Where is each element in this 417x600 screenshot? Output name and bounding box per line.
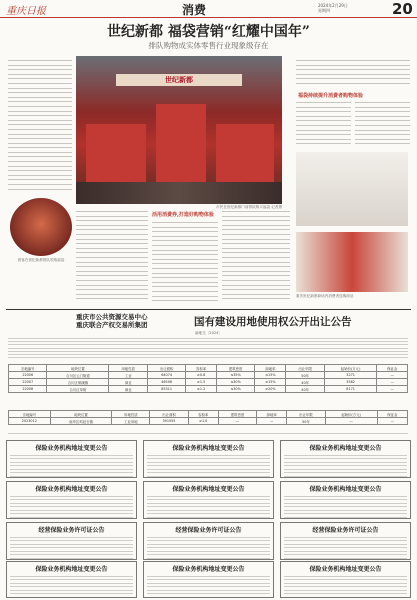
ad-text-line [284, 464, 407, 466]
newspaper-logo: 重庆日报 [6, 6, 46, 17]
ad-text-line [284, 498, 407, 500]
table-cell: 50年 [286, 372, 324, 379]
ad-text-line [10, 543, 133, 545]
right-text-b [355, 100, 410, 150]
ad-text-line [10, 453, 133, 455]
table-cell: 工业用地 [112, 418, 150, 425]
queue-photo [10, 198, 72, 256]
table-cell: 22006 [9, 372, 47, 379]
weekday-line: 星期四 [318, 8, 330, 13]
table-row [9, 379, 408, 386]
section-title: 消费 [182, 3, 207, 17]
ad-text-line [284, 539, 407, 541]
page-number: 20 [392, 0, 413, 18]
ad-text-line [10, 539, 133, 541]
ad-text-line [10, 535, 133, 537]
ad-text-line [284, 453, 407, 455]
table-cell: 3582 [324, 379, 376, 386]
ad-text-line [284, 589, 407, 591]
ad-notice [280, 561, 411, 598]
table-cell: 8171 [324, 386, 376, 393]
ad-text-line [147, 589, 270, 591]
ad-notice [6, 481, 137, 519]
right-text-a [296, 100, 351, 150]
table-cell: ≤35% [216, 372, 254, 379]
table-cell: 南岸区鸡冠石镇 [50, 418, 112, 425]
table-cell: ≤30% [216, 386, 254, 393]
table-header-cell: 用地性质 [112, 411, 150, 418]
ad-text-line [284, 461, 407, 463]
ad-text-line [147, 494, 270, 496]
ad-notice [6, 522, 137, 560]
ad-text-line [10, 509, 133, 511]
ad-text-line [147, 461, 270, 463]
ad-text-line [284, 475, 407, 477]
table-cell: ≥1.5 [186, 379, 217, 386]
ad-text-line [147, 535, 270, 537]
ad-title: 经营保险业务许可证公告 [312, 527, 379, 534]
ad-notice [143, 440, 274, 478]
ad-text-line [284, 516, 407, 518]
land-table-2 [8, 410, 408, 425]
ad-text-line [10, 464, 133, 466]
right-photo-caption: 重庆世纪新都商场内消费者选购商品 [296, 294, 354, 298]
ad-text-line [147, 592, 270, 594]
ad-text-line [147, 505, 270, 507]
table-cell: 40年 [286, 386, 324, 393]
ad-text-line [10, 468, 133, 470]
ad-text-line [10, 505, 133, 507]
ad-title: 保险业务机构地址变更公告 [309, 486, 382, 493]
issuer-line: 重庆联合产权交易所集团 [76, 321, 148, 329]
ad-text-line [284, 596, 407, 598]
land-table [8, 364, 408, 393]
table-header-cell: 建筑密度 [216, 365, 254, 372]
ad-text-line [147, 578, 270, 580]
table-header-row [9, 411, 408, 418]
ad-title: 保险业务机构地址变更公告 [172, 445, 245, 452]
ad-text-line [284, 578, 407, 580]
ad-text-line [147, 546, 270, 548]
table-header-cell: 出让面积 [147, 365, 185, 372]
table-header-cell: 绿地率 [257, 411, 287, 418]
mid-heading: 活用消费券,打造好购物体验 [152, 212, 214, 218]
table-cell: 3271 [324, 372, 376, 379]
ad-text-line [147, 475, 270, 477]
ad-notice [143, 561, 274, 598]
table-cell: ≥1.2 [186, 386, 217, 393]
ad-text-line [10, 550, 133, 552]
table-header-cell: 保证金 [377, 411, 407, 418]
page-header [0, 0, 417, 18]
table-header-cell: 出让年限 [286, 365, 324, 372]
right-top-text [296, 58, 410, 88]
table-cell: 85311 [147, 386, 185, 393]
ad-text-line [284, 592, 407, 594]
table-cell: — [377, 386, 408, 393]
ad-text-line [10, 516, 133, 518]
table-cell: 64074 [147, 372, 185, 379]
table-cell: 工业 [109, 372, 147, 379]
ad-text-line [10, 546, 133, 548]
ad-text-line [147, 550, 270, 552]
store-photo [296, 152, 408, 226]
ad-text-line [147, 471, 270, 473]
ad-title: 保险业务机构地址变更公告 [35, 445, 108, 452]
ad-title: 保险业务机构地址变更公告 [309, 566, 382, 573]
table-header-cell: 起始价(万元) [325, 411, 377, 418]
table-header-row [9, 365, 408, 372]
ad-text-line [10, 502, 133, 504]
table-cell: ≥15% [255, 379, 286, 386]
right-heading: 福袋持续提升消费者购物体验 [298, 93, 364, 99]
ad-text-line [10, 475, 133, 477]
ad-text-line [284, 505, 407, 507]
table-cell: — [325, 418, 377, 425]
table-cell: ≤30% [216, 379, 254, 386]
table-header-cell: 起始价(万元) [324, 365, 376, 372]
ad-text-line [147, 585, 270, 587]
ad-notice [6, 561, 137, 598]
issuer-line: 重庆市公共资源交易中心 [76, 313, 148, 321]
ad-text-line [10, 494, 133, 496]
ad-text-line [284, 457, 407, 459]
ad-text-line [10, 557, 133, 559]
table-header-cell: 保证金 [377, 365, 408, 372]
notice-issuer [76, 313, 148, 329]
table-header-cell: 容积率 [186, 365, 217, 372]
ad-title: 保险业务机构地址变更公告 [35, 566, 108, 573]
ad-text-line [147, 596, 270, 598]
ad-title: 经营保险业务许可证公告 [38, 527, 105, 534]
ad-text-line [10, 471, 133, 473]
table-row [9, 372, 408, 379]
mid-text-a [76, 209, 148, 305]
table-cell: — [257, 418, 287, 425]
date-info [318, 3, 348, 13]
ad-text-line [147, 464, 270, 466]
date-line: 2024年2月29日 [318, 3, 348, 8]
mid-text-b [152, 220, 218, 305]
ad-text-line [284, 585, 407, 587]
ad-text-line [147, 557, 270, 559]
ad-text-line [10, 578, 133, 580]
ad-text-line [147, 553, 270, 555]
ad-text-line [284, 582, 407, 584]
photo-caption: 市民在世纪新都门前排队购买福袋 记者摄 [216, 205, 282, 209]
ad-text-line [284, 468, 407, 470]
small-photo-caption: 游客在世纪新都排队领取福袋 [17, 258, 65, 262]
mid-text-c [222, 209, 290, 305]
table-cell: 50年 [287, 418, 325, 425]
table-cell: — [377, 418, 407, 425]
ad-text-line [284, 502, 407, 504]
table-header-cell: 容积率 [188, 411, 218, 418]
article-headline: 世纪新都 福袋营销“红耀中国年” [107, 24, 310, 40]
table-cell: 合川区铜溪镇 [47, 379, 109, 386]
table-cell: 22008 [9, 386, 47, 393]
ad-text-line [284, 557, 407, 559]
ad-text-line [284, 550, 407, 552]
ad-text-line [284, 509, 407, 511]
table-header-cell: 宗地编号 [9, 365, 47, 372]
table-cell: — [377, 379, 408, 386]
ad-text-line [284, 546, 407, 548]
ad-text-line [10, 457, 133, 459]
mall-sign: 世纪新都 [116, 74, 242, 86]
ad-text-line [10, 589, 133, 591]
crowd [76, 182, 282, 204]
ad-text-line [284, 543, 407, 545]
table-header-cell: 出让面积 [150, 411, 188, 418]
ad-title: 保险业务机构地址变更公告 [172, 566, 245, 573]
ad-text-line [10, 585, 133, 587]
table-cell: 商业 [109, 379, 147, 386]
ad-text-line [10, 512, 133, 514]
ad-text-line [284, 553, 407, 555]
mall-photo [76, 56, 282, 204]
table-header-cell: 宗地编号 [9, 411, 51, 418]
article-subheadline: 排队购物成实体零售行业现象级存在 [148, 41, 269, 50]
ad-text-line [147, 582, 270, 584]
ad-text-line [284, 512, 407, 514]
ad-text-line [147, 512, 270, 514]
notice-title: 国有建设用地使用权公开出让公告 [194, 316, 352, 328]
ad-notice [280, 440, 411, 478]
table-header-cell: 地块位置 [47, 365, 109, 372]
table-cell: ≥1.0 [188, 418, 218, 425]
notice-footnote [8, 432, 408, 434]
ad-notice [143, 481, 274, 519]
ad-text-line [284, 574, 407, 576]
shopping-photo [296, 232, 408, 292]
table-cell: — [377, 372, 408, 379]
ad-text-line [147, 502, 270, 504]
ad-text-line [10, 592, 133, 594]
ad-text-line [147, 539, 270, 541]
table-header-cell: 地块位置 [50, 411, 112, 418]
table-header-cell: 出让年限 [287, 411, 325, 418]
ad-text-line [10, 498, 133, 500]
ad-text-line [147, 468, 270, 470]
table-cell: 40年 [286, 379, 324, 386]
ad-text-line [10, 574, 133, 576]
ad-text-line [147, 498, 270, 500]
ad-text-line [284, 535, 407, 537]
ad-notice [143, 522, 274, 560]
notice-body [8, 337, 408, 359]
table-cell: 合川区云门街道 [47, 372, 109, 379]
ad-text-line [284, 494, 407, 496]
table-cell: 商业 [109, 386, 147, 393]
ad-text-line [10, 461, 133, 463]
notice-divider [6, 309, 411, 310]
ad-text-line [10, 582, 133, 584]
ad-text-line [147, 574, 270, 576]
ad-notice [6, 440, 137, 478]
ad-text-line [147, 509, 270, 511]
ad-title: 保险业务机构地址变更公告 [35, 486, 108, 493]
table-header-cell: 建筑密度 [218, 411, 256, 418]
table-cell: ≥20% [255, 386, 286, 393]
table-header-cell: 绿地率 [255, 365, 286, 372]
ad-text-line [147, 543, 270, 545]
table-cell: 22007 [9, 379, 47, 386]
ad-title: 保险业务机构地址变更公告 [309, 445, 382, 452]
table-cell: — [218, 418, 256, 425]
ad-text-line [147, 516, 270, 518]
ad-text-line [147, 457, 270, 459]
ad-text-line [147, 453, 270, 455]
table-cell: ≥0.8 [186, 372, 217, 379]
ad-title: 保险业务机构地址变更公告 [172, 486, 245, 493]
table-row [9, 386, 408, 393]
ad-text-line [10, 596, 133, 598]
ad-notice [280, 481, 411, 519]
table-cell: 46506 [147, 379, 185, 386]
ad-text-line [284, 471, 407, 473]
table-cell: 2023012 [9, 418, 51, 425]
table-row [9, 418, 408, 425]
left-text-column [8, 58, 72, 194]
ad-notice [280, 522, 411, 560]
table-cell: ≤15% [255, 372, 286, 379]
notice-number: 渝地交〔2024〕 [194, 331, 223, 335]
ad-title: 经营保险业务许可证公告 [175, 527, 242, 534]
table-cell: 合川区草街 [47, 386, 109, 393]
ad-text-line [10, 553, 133, 555]
table-cell: 391555 [150, 418, 188, 425]
table-header-cell: 用地性质 [109, 365, 147, 372]
